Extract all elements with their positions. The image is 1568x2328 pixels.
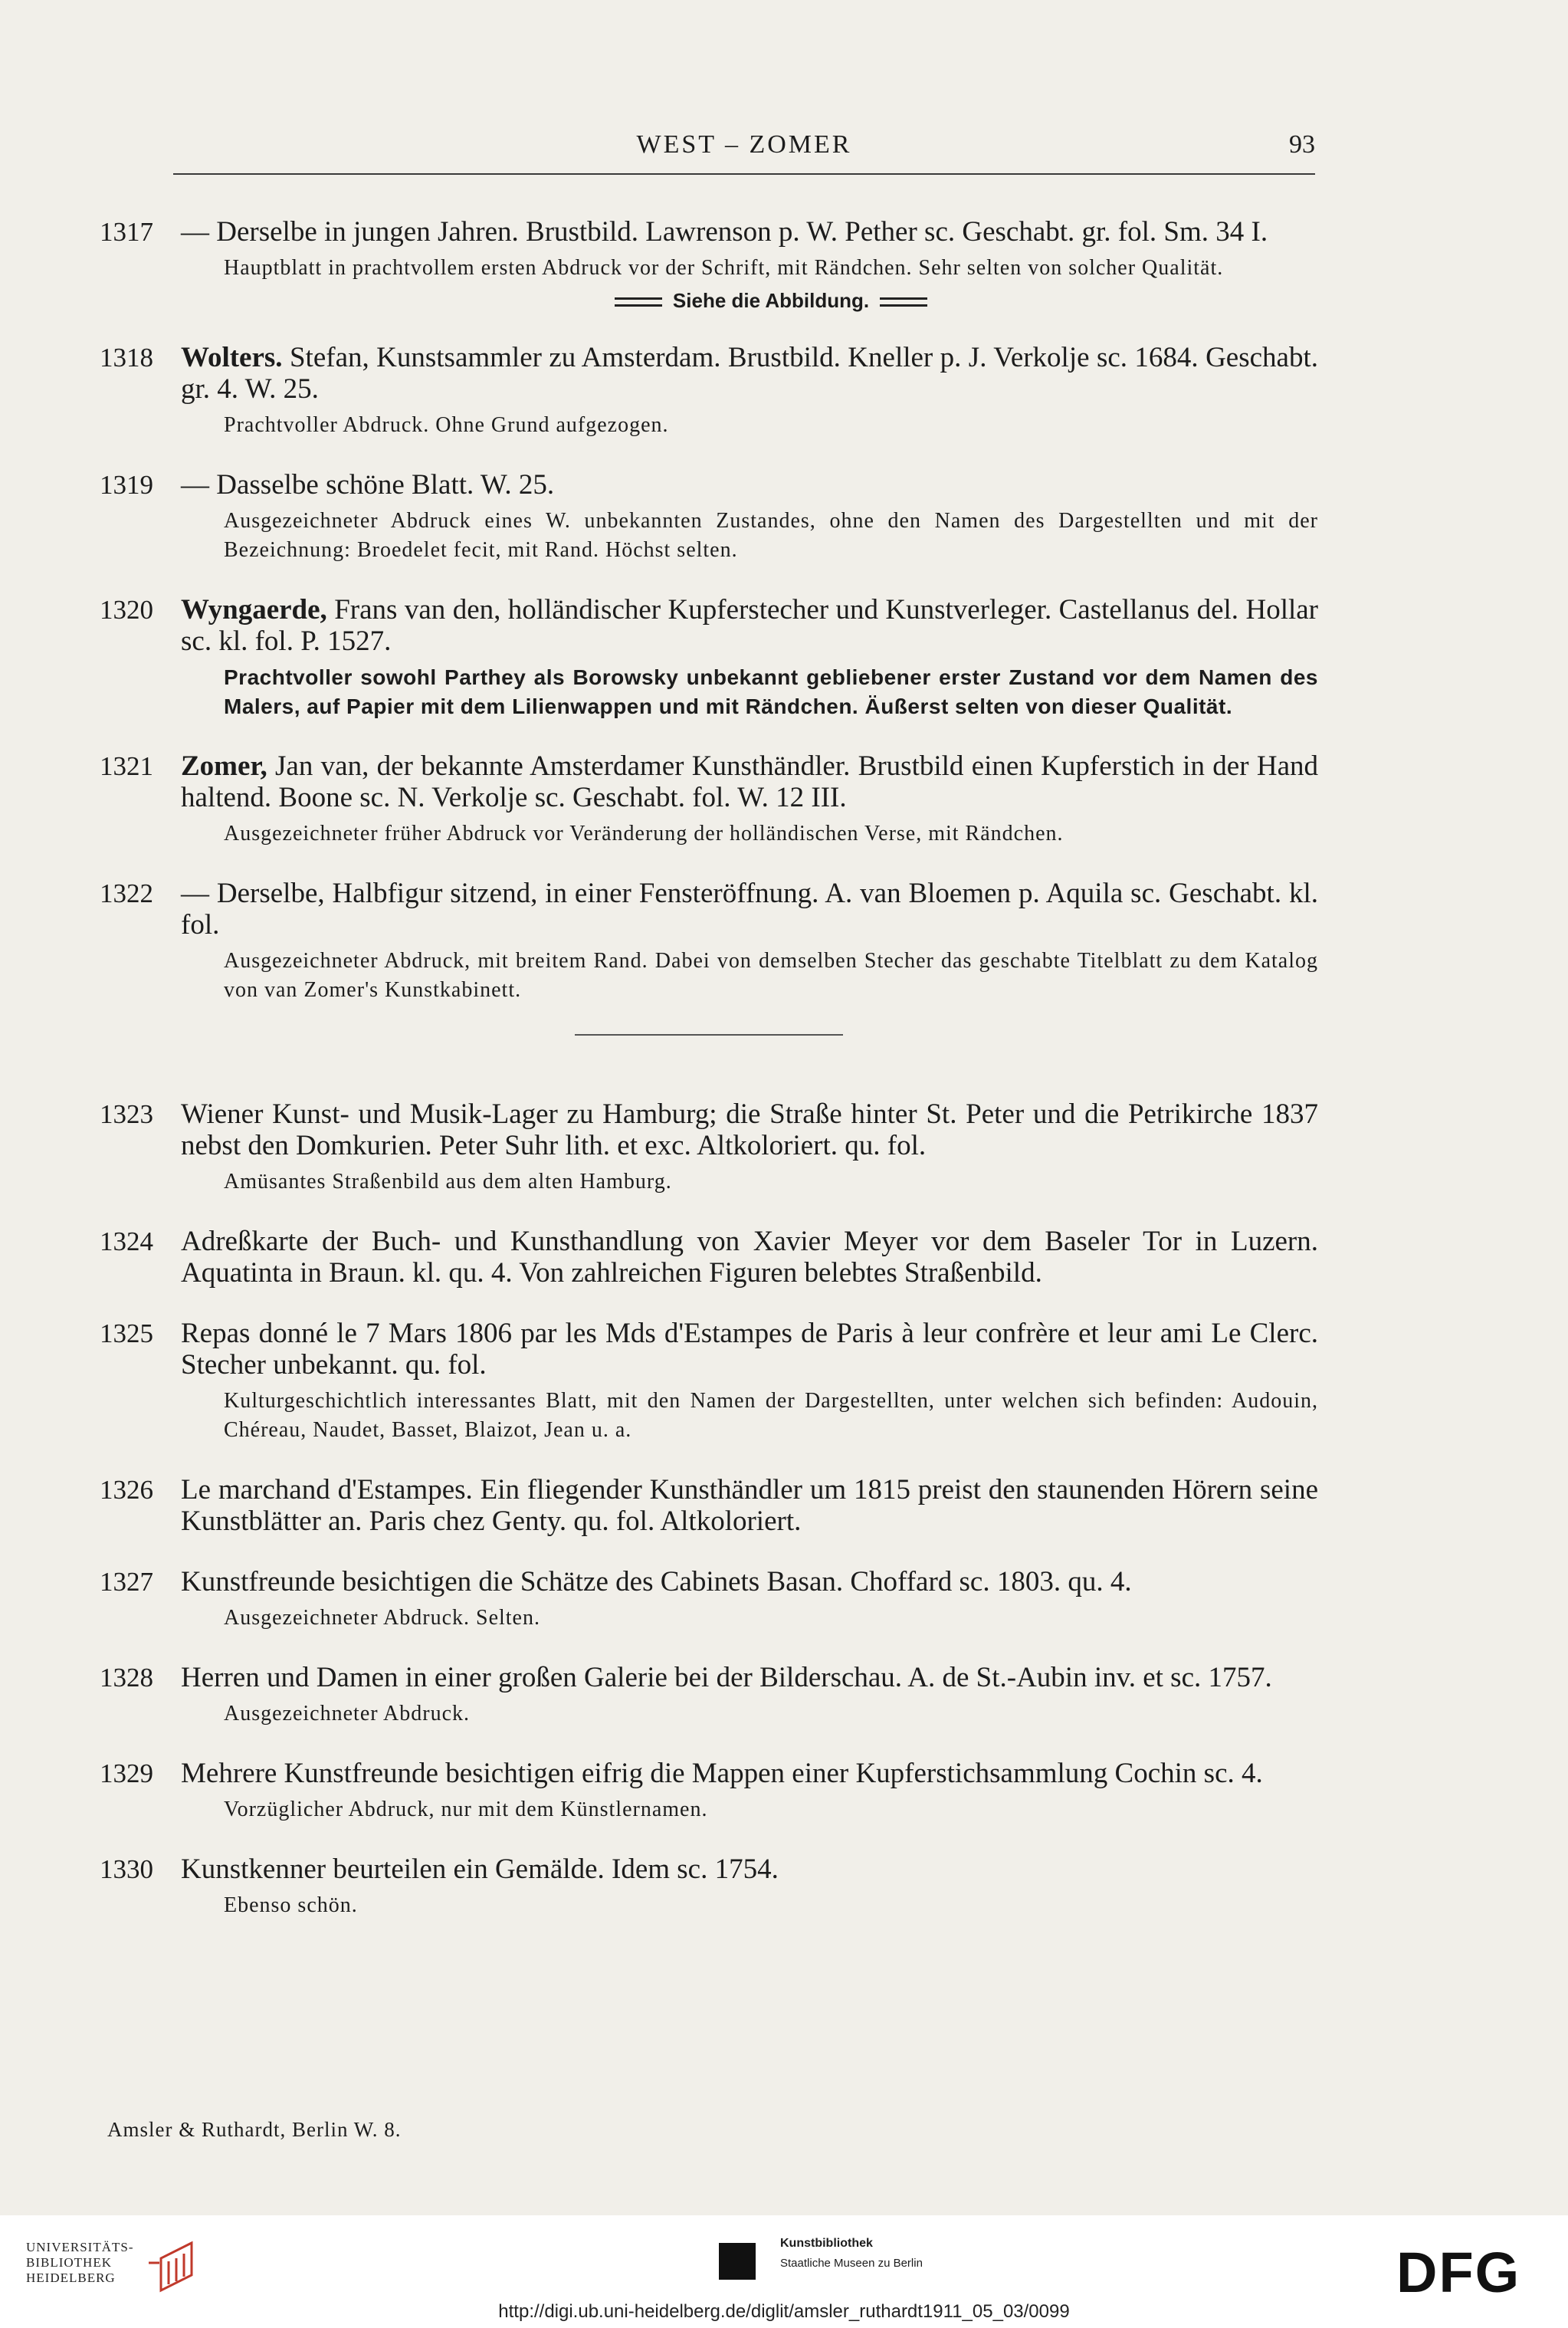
- entry-description: Herren und Damen in einer großen Galerie bei der Bilderschau. A. de St.-Aubin inv. et sc. 1757.: [181, 1662, 1272, 1693]
- entry-note: Prachtvoller Abdruck. Ohne Grund aufgezogen.: [224, 413, 669, 437]
- catalog-entry: [100, 469, 1318, 565]
- entry-note: Hauptblatt in prachtvollem ersten Abdruck vor der Schrift, mit Rändchen. Sehr selten von solcher Qualität.: [224, 256, 1224, 280]
- catalog-entry: [100, 1758, 1318, 1824]
- entry-note: Amüsantes Straßenbild aus dem alten Hamburg.: [224, 1170, 672, 1194]
- lot-number: 1327: [100, 1567, 153, 1597]
- lot-number: 1329: [100, 1758, 153, 1788]
- sitter-name: Wolters.: [181, 342, 283, 373]
- catalog-entry: [100, 216, 1318, 313]
- catalog-entries: [100, 216, 1318, 1949]
- lot-number: 1324: [100, 1226, 153, 1256]
- entry-description: Wiener Kunst- und Musik-Lager zu Hamburg; die Straße hinter St. Peter und die Petrikirche 1837 nebst den Domkurien. Peter Suhr lith. et exc. Altkoloriert. qu. fol.: [181, 1098, 1318, 1161]
- lot-number: 1317: [100, 217, 153, 247]
- entry-note: Prachtvoller sowohl Parthey als Borowsky unbekannt gebliebener erster Zustand vor dem Namen des Malers, auf Papier mit dem Lilienwappen und mit Rändchen. Äußerst selten von dieser Qualität.: [224, 665, 1318, 718]
- permalink-url[interactable]: http://digi.ub.uni-heidelberg.de/diglit/amsler_ruthardt1911_05_03/0099: [498, 2301, 1070, 2322]
- catalog-entry: [100, 1566, 1318, 1633]
- catalog-entry: [100, 1318, 1318, 1445]
- entry-description: Wyngaerde, Frans van den, holländischer Kupferstecher und Kunstverleger. Castellanus del. Hollar sc. kl. fol. P. 1527.: [181, 594, 1318, 657]
- page-number: 93: [1289, 130, 1315, 159]
- section-divider: [575, 1034, 843, 1036]
- entry-description: Kunstfreunde besichtigen die Schätze des Cabinets Basan. Choffard sc. 1803. qu. 4.: [181, 1566, 1132, 1597]
- lot-number: 1328: [100, 1663, 153, 1693]
- entry-description: Le marchand d'Estampes. Ein fliegender Kunsthändler um 1815 preist den staunenden Hörern seine Kunstblätter an. Paris chez Genty. qu. fol. Altkoloriert.: [181, 1474, 1318, 1537]
- lot-number: 1325: [100, 1318, 153, 1348]
- catalog-entry: [100, 750, 1318, 849]
- lot-number: 1321: [100, 751, 153, 781]
- catalog-entry: [100, 878, 1318, 1005]
- dfg-logo[interactable]: DFG: [1396, 2241, 1521, 2304]
- catalog-entry: [100, 1662, 1318, 1729]
- entry-note: Kulturgeschichtlich interessantes Blatt, mit den Namen der Dargestellten, unter welchen sich befinden: Audouin, Chéreau, Naudet, Basset, Blaizot, Jean u. a.: [224, 1389, 1318, 1442]
- sitter-name: Zomer,: [181, 750, 267, 782]
- entry-note: Ausgezeichneter Abdruck.: [224, 1702, 470, 1725]
- entry-description: — Derselbe, Halbfigur sitzend, in einer Fensteröffnung. A. van Bloemen p. Aquila sc. Geschabt. kl. fol.: [181, 878, 1318, 941]
- kb-title: Kunstbibliothek: [780, 2237, 873, 2250]
- entry-description: Repas donné le 7 Mars 1806 par les Mds d'Estampes de Paris à leur confrère et leur ami Le Clerc. Stecher unbekannt. qu. fol.: [181, 1318, 1318, 1381]
- lot-number: 1319: [100, 470, 153, 500]
- catalog-entry: [100, 342, 1318, 440]
- ub-logo-line: BIBLIOTHEK: [26, 2255, 112, 2270]
- catalog-entry: [100, 1854, 1318, 1920]
- double-rule-left: [615, 297, 662, 307]
- entry-description: Adreßkarte der Buch- und Kunsthandlung von Xavier Meyer vor dem Baseler Tor in Luzern. Aquatinta in Braun. kl. qu. 4. Von zahlreichen Figuren belebtes Straßenbild.: [181, 1226, 1318, 1289]
- kb-emblem-icon: [719, 2243, 756, 2280]
- entry-note: Ausgezeichneter früher Abdruck vor Veränderung der holländischen Verse, mit Rändchen.: [224, 822, 1064, 846]
- catalog-entry: [100, 1474, 1318, 1537]
- ub-heidelberg-logo[interactable]: [26, 2240, 134, 2286]
- ub-logo-line: UNIVERSITÄTS-: [26, 2240, 134, 2254]
- lot-number: 1330: [100, 1854, 153, 1884]
- lot-number: 1326: [100, 1475, 153, 1505]
- header-title: WEST – ZOMER: [636, 130, 852, 159]
- ub-emblem-icon: [146, 2240, 216, 2294]
- entry-description: Mehrere Kunstfreunde besichtigen eifrig die Mappen einer Kupferstichsammlung Cochin sc. 4.: [181, 1758, 1263, 1789]
- running-header: [173, 130, 1315, 175]
- lot-number: 1318: [100, 343, 153, 373]
- lot-number: 1322: [100, 878, 153, 908]
- ub-logo-line: HEIDELBERG: [26, 2271, 116, 2285]
- entry-description: Kunstkenner beurteilen ein Gemälde. Idem sc. 1754.: [181, 1854, 779, 1885]
- entry-description: — Dasselbe schöne Blatt. W. 25.: [181, 469, 555, 501]
- double-rule-right: [880, 297, 927, 307]
- catalog-entry: [100, 594, 1318, 721]
- entry-description: — Derselbe in jungen Jahren. Brustbild. Lawrenson p. W. Pether sc. Geschabt. gr. fol. Sm. 34 I.: [181, 216, 1268, 248]
- entry-note: Ausgezeichneter Abdruck, mit breitem Rand. Dabei von demselben Stecher das geschabte Titelblatt zu dem Katalog von van Zomer's Kunstkabinett.: [224, 949, 1318, 1002]
- see-illustration: Siehe die Abbildung.: [224, 289, 1318, 313]
- lot-number: 1323: [100, 1099, 153, 1129]
- lot-number: 1320: [100, 595, 153, 625]
- entry-description: Wolters. Stefan, Kunstsammler zu Amsterdam. Brustbild. Kneller p. J. Verkolje sc. 1684. Geschabt. gr. 4. W. 25.: [181, 342, 1318, 405]
- catalog-entry: [100, 1226, 1318, 1289]
- entry-note: Ausgezeichneter Abdruck. Selten.: [224, 1606, 540, 1630]
- kb-subtitle: Staatliche Museen zu Berlin: [780, 2257, 923, 2270]
- entry-note: Vorzüglicher Abdruck, nur mit dem Künstlernamen.: [224, 1798, 708, 1821]
- catalog-entry: [100, 1098, 1318, 1197]
- entry-note: Ausgezeichneter Abdruck eines W. unbekannten Zustandes, ohne den Namen des Dargestellten und mit der Bezeichnung: Broedelet fecit, mit Rand. Höchst selten.: [224, 509, 1318, 562]
- entry-note: Ebenso schön.: [224, 1893, 358, 1917]
- sitter-name: Wyngaerde,: [181, 594, 327, 626]
- publisher-imprint: Amsler & Ruthardt, Berlin W. 8.: [107, 2118, 402, 2141]
- entry-description: Zomer, Jan van, der bekannte Amsterdamer Kunsthändler. Brustbild einen Kupferstich in der Hand haltend. Boone sc. N. Verkolje sc. Geschabt. fol. W. 12 III.: [181, 750, 1318, 813]
